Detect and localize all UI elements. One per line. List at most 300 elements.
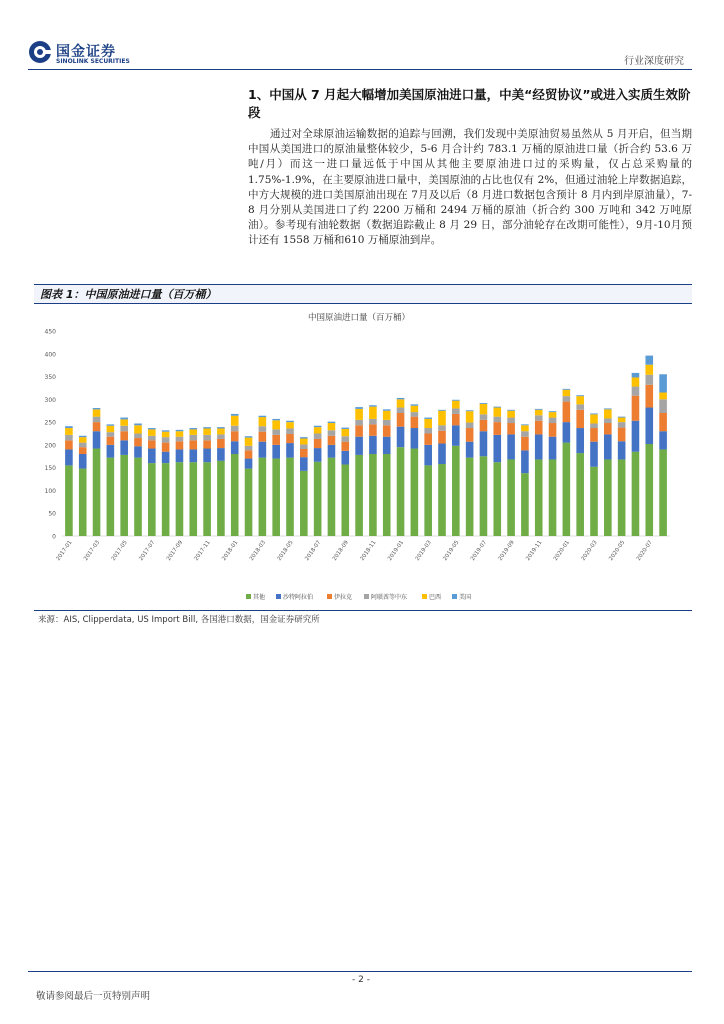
bar-segment	[217, 448, 225, 461]
bar-segment	[480, 404, 488, 414]
bar-segment	[576, 396, 584, 404]
bar-segment	[355, 455, 363, 536]
legend	[246, 593, 471, 601]
bar-segment	[259, 458, 267, 536]
bar-segment	[162, 463, 170, 536]
bar-segment	[272, 419, 280, 420]
y-tick-label: 0	[52, 533, 56, 541]
bar-segment	[507, 434, 515, 459]
x-tick-label: 2018-07	[304, 539, 323, 562]
x-tick-label: 2017-03	[83, 539, 102, 562]
bar-segment	[645, 408, 653, 444]
bar-segment	[355, 437, 363, 455]
bar-segment	[521, 450, 529, 473]
x-tick-label: 2019-11	[525, 539, 544, 562]
bar-segment	[148, 440, 156, 448]
bar-segment	[355, 407, 363, 409]
bar-segment	[203, 435, 211, 440]
bar-segment	[314, 448, 322, 462]
bar-segment	[438, 464, 446, 536]
bar-segment	[231, 431, 239, 441]
bar-segment	[231, 454, 239, 536]
bar-segment	[369, 405, 377, 406]
bar-segment	[438, 425, 446, 430]
x-tick-label: 2020-03	[580, 539, 599, 562]
logo-text-cn: 国金证券	[56, 44, 116, 60]
bar-segment	[65, 435, 73, 440]
bar-segment	[314, 434, 322, 439]
bar-segment	[632, 387, 640, 396]
bar-segment	[341, 429, 349, 436]
bar-segment	[203, 427, 211, 428]
bar-segment	[411, 406, 419, 412]
x-tick-label: 2019-03	[414, 539, 433, 562]
bar-segment	[231, 414, 239, 416]
bar-segment	[604, 434, 612, 459]
bar-segment	[217, 439, 225, 448]
bar-segment	[300, 437, 308, 438]
bar-segment	[217, 427, 225, 428]
bar-segment	[632, 373, 640, 378]
bar-segment	[549, 411, 557, 412]
x-tick-label: 2017-05	[110, 539, 129, 562]
bar-segment	[189, 462, 197, 536]
bar-segment	[480, 403, 488, 404]
bar-segment	[480, 420, 488, 431]
page-number: - 2 -	[352, 975, 370, 985]
bar-segment	[507, 459, 515, 536]
bar-segment	[645, 444, 653, 536]
bar-segment	[632, 421, 640, 452]
bar-segment	[604, 408, 612, 409]
bar-segment	[245, 438, 253, 446]
bar-segment	[162, 452, 170, 463]
x-tick-label: 2020-01	[552, 539, 572, 562]
bar-segment	[300, 444, 308, 449]
bar-segment	[79, 436, 87, 437]
bar-segment	[632, 452, 640, 536]
bar-segment	[424, 428, 432, 433]
bar-segment	[563, 396, 571, 401]
bar-segment	[65, 465, 73, 536]
bar-segment	[659, 413, 667, 431]
bar-segment	[107, 432, 115, 437]
bar-segment	[217, 461, 225, 536]
source-note: 来源：AIS, Clipperdata, US Import Bill, 各国港口数据，国金证券研究所	[38, 615, 320, 625]
bar-segment	[203, 440, 211, 448]
bar-segment	[107, 445, 115, 458]
bar-segment	[563, 402, 571, 423]
x-tick-label: 2017-07	[138, 539, 157, 562]
bar-segment	[328, 436, 336, 445]
section-title: 1、中国从 7 月起大幅增加美国原油进口量，中美“经贸协议”或进入实质生效阶段	[248, 87, 691, 120]
bar-segment	[341, 464, 349, 536]
bar-segment	[328, 423, 336, 430]
bar-segment	[452, 401, 460, 409]
bar-segment	[466, 442, 474, 458]
bar-segment	[203, 449, 211, 463]
bar-segment	[176, 437, 184, 442]
bar-segment	[535, 434, 543, 459]
crude-import-chart	[34, 306, 680, 610]
bar-segment	[134, 434, 142, 439]
legend-swatch	[327, 594, 332, 599]
bar-segment	[314, 439, 322, 448]
bar-segment	[452, 414, 460, 425]
x-axis	[55, 539, 654, 562]
y-tick-label: 200	[44, 442, 56, 450]
y-tick-label: 250	[44, 419, 56, 427]
bar-segment	[521, 424, 529, 425]
bar-segment	[300, 471, 308, 536]
bar-segment	[466, 458, 474, 536]
body-paragraph: 通过对全球原油运输数据的追踪与回溯，我们发现中美原油贸易虽然从 5 月开启，但当期中国从美国进口的原油量整体较少，5-6 月合计约 783.1 万桶的原油进口量（折合约 53.6 万吨/月）而这一进口量远低于中国从其他主要原油进口过的采购量，仅占总采购量的 1.75%-1.9%，在主要原油进口量中，美国原油的占比也仅有 2%，但通过油轮上岸数据追踪，中方大规模的进口美国原油出现在 7月及以后（8 月进口数据包含预计 8 月内到岸原油量），7-8 月分别从美国进口了约 2200 万桶和 2494 万桶的原油（折合约 300 万吨和 342 万吨原油）。参考现有油轮数据（数据追踪截止 8 月 29 日，部分油轮存在改期可能性），9月-10月预计还有 1558 万桶和610 万桶原油到岸。	[248, 128, 692, 247]
bar-segment	[65, 428, 73, 435]
bar-segment	[659, 374, 667, 392]
x-tick-label: 2018-11	[359, 539, 378, 562]
bar-segment	[521, 425, 529, 431]
bar-segment	[411, 449, 419, 536]
bar-segment	[590, 414, 598, 423]
x-tick-label: 2019-07	[469, 539, 489, 562]
bar-segment	[107, 437, 115, 445]
legend-label: 伊拉克	[334, 594, 353, 601]
bar-segment	[549, 459, 557, 536]
bar-segment	[369, 454, 377, 536]
bar-segment	[259, 442, 267, 458]
bar-segment	[65, 449, 73, 465]
bar-segment	[424, 434, 432, 445]
bar-segment	[107, 426, 115, 432]
bar-segment	[120, 426, 128, 431]
legend-label: 其他	[253, 594, 266, 601]
legend-label: 阿联酋等中东	[371, 594, 408, 601]
bar-segment	[314, 462, 322, 536]
bar-segment	[618, 428, 626, 442]
bar-segment	[176, 441, 184, 449]
bar-segment	[369, 419, 377, 424]
bar-segment	[93, 449, 101, 536]
bar-segment	[452, 408, 460, 413]
bar-segment	[162, 430, 170, 431]
bar-segment	[300, 457, 308, 471]
bar-segment	[645, 375, 653, 385]
bar-segment	[549, 412, 557, 417]
bar-segment	[383, 425, 391, 436]
bar-segment	[618, 418, 626, 423]
bar-segment	[79, 437, 87, 442]
bar-segment	[618, 422, 626, 427]
bar-segment	[576, 395, 584, 396]
bar-segment	[521, 473, 529, 536]
bar-segment	[369, 424, 377, 435]
bar-segment	[466, 411, 474, 422]
figure-caption: 图表 1：中国原油进口量（百万桶）	[40, 288, 217, 301]
bar-segment	[604, 418, 612, 423]
bar-segment	[466, 410, 474, 411]
bar-segment	[411, 417, 419, 428]
bar-segment	[369, 407, 377, 419]
bar-segment	[245, 450, 253, 458]
bar-segment	[480, 456, 488, 536]
bar-segment	[93, 431, 101, 448]
bar-segment	[493, 407, 501, 408]
bar-segment	[618, 459, 626, 536]
bar-segment	[79, 447, 87, 454]
bar-segment	[632, 396, 640, 421]
bar-segment	[535, 415, 543, 420]
bar-segment	[107, 424, 115, 425]
bar-segment	[452, 446, 460, 536]
bar-segment	[245, 436, 253, 437]
bar-segment	[549, 423, 557, 437]
bar-segment	[438, 410, 446, 411]
bar-segment	[604, 459, 612, 536]
chart-title: 中国原油进口量（百万桶）	[307, 313, 411, 323]
bar-segment	[217, 434, 225, 439]
bar-segment	[507, 411, 515, 418]
bar-segment	[217, 428, 225, 434]
bar-segment	[231, 416, 239, 426]
bar-segment	[424, 419, 432, 428]
bar-segment	[411, 412, 419, 417]
bar-segment	[493, 408, 501, 417]
bar-segment	[576, 410, 584, 428]
x-tick-label: 2018-03	[248, 539, 268, 562]
bar-segment	[604, 423, 612, 434]
bar-segment	[120, 440, 128, 455]
bar-segment	[452, 400, 460, 401]
bar-segment	[189, 428, 197, 429]
bar-segment	[328, 422, 336, 423]
bar-segment	[645, 385, 653, 408]
bar-segment	[134, 423, 142, 425]
bar-segment	[328, 458, 336, 536]
bar-segment	[148, 449, 156, 464]
bar-segment	[176, 449, 184, 462]
y-tick-label: 50	[48, 510, 56, 518]
bar-segment	[107, 458, 115, 536]
bar-segment	[79, 454, 87, 469]
bar-segment	[632, 377, 640, 386]
bar-segment	[576, 404, 584, 409]
bar-segment	[355, 409, 363, 420]
bar-segment	[466, 423, 474, 428]
bar-segment	[521, 437, 529, 451]
bar-segment	[618, 417, 626, 418]
bar-segment	[272, 420, 280, 429]
bar-segment	[272, 435, 280, 445]
bar-segment	[383, 437, 391, 454]
bar-segment	[162, 432, 170, 437]
bar-segment	[93, 408, 101, 409]
bar-segment	[148, 463, 156, 536]
bar-segment	[189, 440, 197, 449]
bar-segment	[659, 393, 667, 400]
bar-segment	[590, 413, 598, 414]
bar-segment	[176, 430, 184, 431]
source-divider	[34, 610, 692, 611]
legend-label: 美国	[459, 594, 472, 601]
footer-divider	[28, 971, 692, 972]
bar-segment	[383, 420, 391, 425]
legend-swatch	[246, 594, 251, 599]
bar-segment	[576, 428, 584, 453]
bar-segment	[369, 436, 377, 454]
bar-segment	[563, 443, 571, 536]
bar-segment	[189, 429, 197, 434]
bar-segment	[493, 417, 501, 422]
x-tick-label: 2018-09	[331, 539, 350, 562]
footer-disclaimer: 敬请参阅最后一页特别声明	[36, 991, 151, 1002]
bar-segment	[286, 422, 294, 428]
bar-segment	[466, 428, 474, 442]
bar-segment	[659, 449, 667, 536]
bar-segment	[286, 434, 294, 443]
bar-segment	[259, 417, 267, 426]
bar-segment	[549, 418, 557, 423]
bar-segment	[507, 418, 515, 423]
bar-segment	[452, 425, 460, 446]
bar-segment	[659, 431, 667, 449]
bar-segment	[93, 409, 101, 416]
bar-segment	[272, 429, 280, 434]
bar-segment	[397, 427, 405, 448]
bar-segment	[355, 420, 363, 425]
x-tick-label: 2017-11	[193, 539, 212, 562]
bar-segment	[438, 411, 446, 426]
bar-segment	[259, 416, 267, 417]
bar-segment	[645, 356, 653, 365]
y-tick-label: 350	[44, 374, 56, 382]
bar-segment	[120, 419, 128, 425]
bar-segment	[397, 408, 405, 413]
bar-segment	[245, 459, 253, 469]
bar-segment	[397, 399, 405, 407]
bar-segment	[341, 451, 349, 465]
bar-segment	[590, 467, 598, 536]
x-tick-label: 2019-09	[497, 539, 516, 562]
bar-segment	[65, 440, 73, 449]
bar-segment	[93, 422, 101, 431]
bar-segment	[397, 447, 405, 536]
bar-segment	[148, 429, 156, 435]
y-tick-label: 400	[44, 351, 56, 359]
bar-segment	[480, 431, 488, 456]
bar-segment	[411, 404, 419, 405]
x-tick-label: 2019-01	[387, 539, 406, 562]
bar-segment	[590, 428, 598, 442]
bar-segment	[383, 411, 391, 420]
bar-segment	[618, 441, 626, 459]
sinolink-logo-icon	[28, 40, 52, 64]
bar-segment	[272, 459, 280, 536]
y-tick-label: 100	[44, 487, 56, 495]
report-type: 行业深度研究	[624, 56, 684, 67]
x-tick-label: 2018-01	[221, 539, 240, 562]
x-tick-label: 2017-09	[165, 539, 185, 562]
bar-segment	[424, 465, 432, 536]
bar-segment	[424, 418, 432, 419]
bar-segment	[176, 462, 184, 536]
bar-segment	[245, 446, 253, 451]
bar-segment	[659, 399, 667, 413]
bar-segment	[397, 413, 405, 427]
header-divider	[28, 69, 692, 70]
bar-segment	[79, 443, 87, 448]
x-tick-label: 2017-01	[55, 539, 74, 562]
bar-segment	[576, 453, 584, 536]
bar-segment	[507, 423, 515, 434]
y-tick-label: 300	[44, 396, 56, 404]
bar-segment	[535, 459, 543, 536]
bar-segment	[162, 437, 170, 442]
bar-segment	[134, 438, 142, 446]
y-tick-label: 150	[44, 465, 56, 473]
bar-segment	[120, 418, 128, 420]
bar-segment	[341, 436, 349, 441]
y-tick-label: 450	[44, 328, 56, 336]
bar-segment	[341, 442, 349, 451]
bar-segment	[300, 439, 308, 445]
bar-segment	[120, 431, 128, 440]
bar-segment	[328, 445, 336, 458]
bar-segment	[535, 410, 543, 415]
bar-segment	[438, 444, 446, 465]
bar-segment	[563, 389, 571, 390]
bar-segment	[231, 426, 239, 431]
bar-segment	[383, 454, 391, 536]
chart-container	[34, 306, 680, 610]
bar-segment	[79, 469, 87, 536]
bar-segment	[176, 431, 184, 436]
bar-segment	[549, 437, 557, 460]
bar-segment	[259, 426, 267, 431]
bar-segment	[314, 426, 322, 427]
bar-segment	[120, 455, 128, 536]
bar-segment	[148, 428, 156, 429]
bar-segment	[259, 432, 267, 442]
bar-segment	[493, 435, 501, 462]
bar-segment	[134, 458, 142, 536]
bar-segment	[134, 425, 142, 433]
bars-group	[65, 356, 667, 536]
bar-segment	[203, 462, 211, 536]
legend-label: 巴西	[429, 594, 442, 601]
bar-segment	[162, 443, 170, 452]
bar-segment	[93, 417, 101, 422]
bar-segment	[563, 422, 571, 443]
x-tick-label: 2020-05	[608, 539, 627, 562]
legend-swatch	[364, 594, 369, 599]
bar-segment	[286, 421, 294, 422]
bar-segment	[383, 409, 391, 410]
x-tick-label: 2020-07	[635, 539, 654, 562]
bar-segment	[645, 365, 653, 375]
bar-segment	[231, 441, 239, 454]
bar-segment	[507, 410, 515, 411]
bar-segment	[286, 428, 294, 433]
bar-segment	[424, 445, 432, 466]
bar-segment	[493, 422, 501, 435]
bar-segment	[245, 469, 253, 536]
bar-segment	[134, 446, 142, 457]
bar-segment	[590, 442, 598, 467]
bar-segment	[535, 409, 543, 410]
logo	[28, 40, 158, 70]
bar-segment	[341, 428, 349, 429]
bar-segment	[604, 409, 612, 418]
